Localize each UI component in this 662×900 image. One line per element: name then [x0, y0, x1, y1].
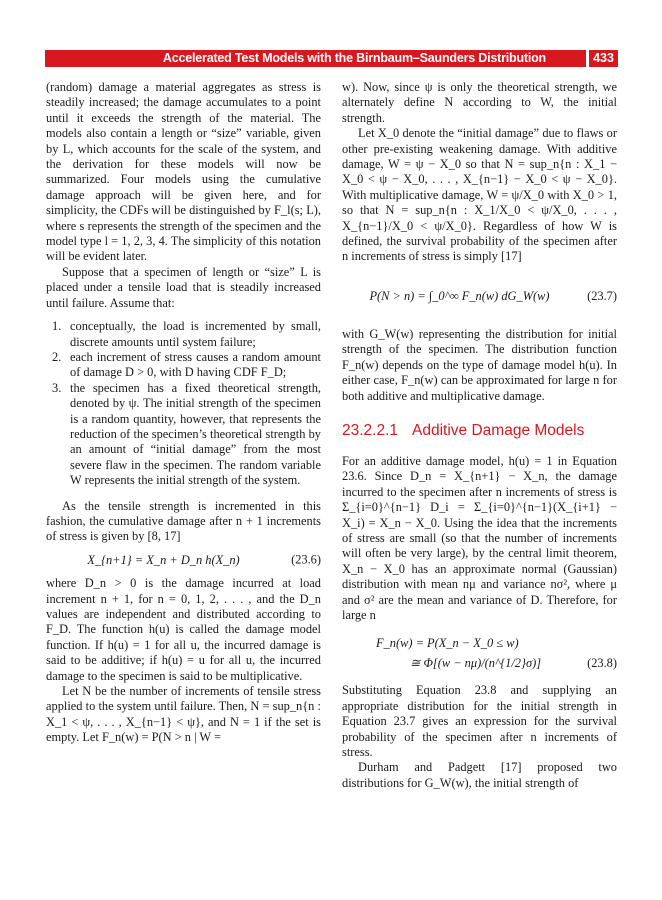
section-title: Additive Damage Models	[412, 421, 585, 439]
page-number: 433	[589, 50, 618, 67]
list-item: 3. the specimen has a fixed theoretical strength, denoted by ψ. The initial strength of the specimen is a random quantity, however, that represents the reduction of the specimen’s theoretical strength by an amount of “initial damage” from the most severe flaw in the specimen. The random variable W represents the initial strength of the system.	[52, 380, 321, 488]
left-paragraph-2: Suppose that a specimen of length or “size” L is placed under a tensile load that is steadily increased until failure. Assume that:	[46, 264, 321, 310]
equation-number: (23.8)	[587, 656, 617, 671]
equation-number: (23.6)	[291, 552, 321, 567]
assumption-list	[46, 319, 321, 488]
equation-23-7	[342, 273, 617, 319]
list-item: 2. each increment of stress causes a random amount of damage D > 0, with D having CDF F_D;	[52, 349, 321, 380]
equation-formula: X_{n+1} = X_n + D_n h(X_n)	[87, 552, 240, 567]
right-paragraph-3: with G_W(w) representing the distribution for initial strength of the specimen. The distribution function F_n(w) depends on the type of damage model h(u). In either case, F_n(w) can be approximated for large n for both additive and multiplicative damage.	[342, 326, 617, 403]
right-paragraph-4: For an additive damage model, h(u) = 1 in Equation 23.6. Since D_n = X_{n+1} − X_n, the damage incurred to the specimen after n increments of stress is Σ_{i=0}^{n−1} D_i = Σ_{i=0}^{n−1}(X_{i+1} − X_i) = X_n − X_0. Using the idea that the increments of stress are small (so that the number of increments will often be very large), by the central limit theorem, X_n − X_0 has an approximate normal (Gaussian) distribution with mean nμ and variance nσ², where μ and σ² are the mean and variance of D. Therefore, for large n	[342, 453, 617, 622]
right-column	[342, 80, 617, 791]
equation-23-8	[342, 633, 617, 673]
left-paragraph-1: (random) damage a material aggregates as stress is steadily increased; the damage accumulates to a point until it exceeds the strength of the material. The models also contain a length or “size” variable, given by L, which accounts for the scale of the system, and the derivation for these models will now be summarized. Four models using the cumulative damage approach will be given here, and for simplicity, the CDFs will be distinguished by F_l(s; L), where s represents the strength of the specimen and the model type l = 1, 2, 3, 4. The simplicity of this notation will be evident later.	[46, 80, 321, 264]
equation-formula: P(N > n) = ∫_0^∞ F_n(w) dG_W(w)	[369, 288, 550, 303]
equation-line-1: F_n(w) = P(X_n − X_0 ≤ w)	[376, 636, 519, 651]
header-bar	[45, 50, 586, 67]
equation-number: (23.7)	[587, 288, 617, 303]
right-paragraph-2: Let X_0 denote the “initial damage” due to flaws or other pre-existing weakening damage. With additive damage, W = ψ − X_0 so that N = sup_n{n : X_1 − X_0 < ψ − X_0, . . . , X_{n−1} − X_0 < ψ − X_0}. With multiplicative damage, W = ψ/X_0 with X_0 > 1, so that N = sup_n{n : X_1/X_0 < ψ/X_0, . . . , X_{n−1}/X_0 < ψ/X_0}. Regardless of how W is defined, the survival probability of the specimen after n increments of stress is simply [17]	[342, 126, 617, 264]
left-column	[46, 80, 321, 746]
section-heading	[342, 422, 617, 440]
right-paragraph-6: Durham and Padgett [17] proposed two distributions for G_W(w), the initial strength of	[342, 760, 617, 790]
running-title: Accelerated Test Models with the Birnbaum–Saunders Distribution	[162, 51, 546, 65]
section-number: 23.2.2.1	[342, 421, 399, 439]
running-header	[45, 50, 618, 67]
right-paragraph-5: Substituting Equation 23.8 and supplying an appropriate distribution for the initial strength in Equation 23.7 gives an expression for the survival probability of the specimen after n increments of stress.	[342, 683, 617, 759]
list-item: 1. conceptually, the load is incremented by small, discrete amounts until system failure;	[52, 319, 321, 349]
equation-line-2: ≅ Φ[(w − nμ)/(n^{1/2}σ)]	[410, 656, 542, 671]
left-paragraph-3: As the tensile strength is incremented in this fashion, the cumulative damage after n + 1 increments of stress is given by [8, 17]	[46, 498, 321, 544]
left-paragraph-4: where D_n > 0 is the damage incurred at load increment n + 1, for n = 0, 1, 2, . . . , and the D_n values are independent and distributed according to F_D. The function h(u) is called the damage model function. If h(u) = 1 for all u, the incurred damage is said to be additive; if h(u) = u for all u, the incurred damage to the specimen is said to be multiplicative.	[46, 576, 321, 683]
equation-23-6	[46, 553, 321, 568]
left-paragraph-5: Let N be the number of increments of tensile stress applied to the system until failure. Then, N = sup_n{n : X_1 < ψ, . . . , X_{n−1} < ψ}, and N = 1 if the set is empty. Let F_n(w) = P(N > n | W =	[46, 684, 321, 745]
right-paragraph-1: w). Now, since ψ is only the theoretical strength, we alternately define N according to W, the initial strength.	[342, 80, 617, 125]
